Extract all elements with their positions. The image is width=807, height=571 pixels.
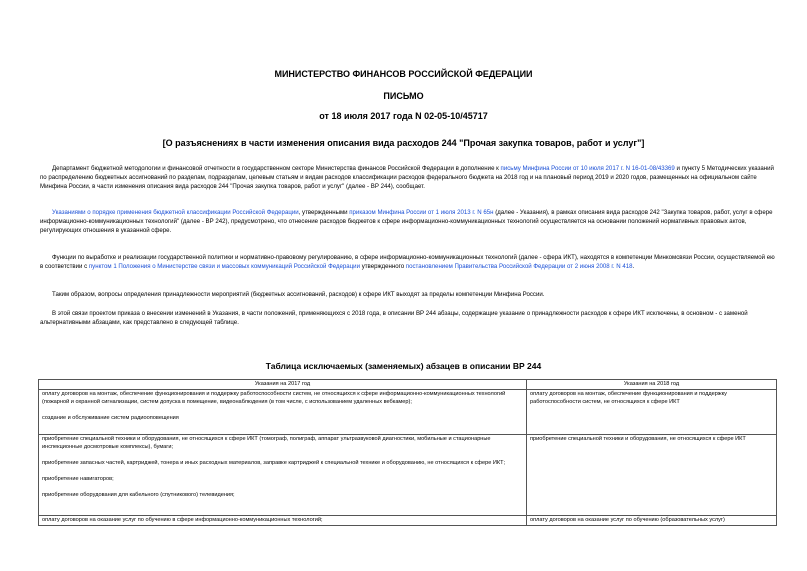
table-header-row	[39, 380, 777, 390]
document-type: ПИСЬМО	[383, 91, 424, 101]
column-header-2018: Указания на 2018 год	[527, 380, 777, 390]
cell-text: приобретение навигаторов;	[42, 476, 114, 482]
link-budget-classification-instructions[interactable]: Указаниями о порядке применения бюджетной классификации Российской Федерации	[52, 209, 299, 216]
cell-text: оплату договоров на монтаж, обеспечение функционирования и поддержку работоспособности систем, не относящихся к сфере информационно-коммуникационных технологий (пожарной и охранной сигнализации, систем допуска в помещение, видеонаблюдения (в том числе, с использованием удаленных вебкамер);	[42, 391, 506, 405]
cell-text: приобретение специальной техники и оборудования, не относящихся к сфере ИКТ	[530, 436, 746, 442]
paragraph-2	[40, 208, 775, 235]
paragraph-1	[40, 164, 775, 191]
paragraph-4-text: Таким образом, вопросы определения принадлежности мероприятий (бюджетных ассигнований, расходов) к сфере ИКТ выходят за пределы компетенции Минфина России.	[52, 291, 545, 298]
cell-text: приобретение специальной техники и оборудования, не относящихся к сфере ИКТ (томограф, полиграф, аппарат ультразвуковой диагностики, мобильные и стационарные инспекционные досмотровые комплексы), бумаги;	[42, 436, 491, 450]
link-ministry-regulation[interactable]: пунктом 1 Положения о Министерстве связи и массовых коммуникаций Российской Федерации	[88, 263, 360, 270]
document-subject: [О разъяснениях в части изменения описания вида расходов 244 "Прочая закупка товаров, работ и услуг"]	[162, 138, 645, 148]
cell-text: приобретение запасных частей, картриджей, тонера и иных расходных материалов, заправке картриджей к специальной технике и оборудованию, не относящихся к сфере ИКТ;	[42, 460, 506, 466]
column-header-2017: Указания на 2017 год	[39, 380, 527, 390]
document-date-number: от 18 июля 2017 года N 02-05-10/45717	[319, 111, 488, 121]
paragraph-1-text: Департамент бюджетной методологии и финансовой отчетности в государственном секторе Министерства финансов Российской Федерации в дополнение к	[52, 165, 501, 172]
link-minfin-letter[interactable]: письму Минфина России от 10 июля 2017 г. N 16-01-08/43369	[500, 165, 675, 172]
table-row	[39, 516, 777, 526]
cell-text: оплату договоров на оказание услуг по обучению в сфере информационно-коммуникационных технологий;	[42, 517, 323, 523]
table-row	[39, 390, 777, 435]
cell-text: создание и обслуживание систем радиооповещения	[42, 415, 179, 421]
exclusions-table	[38, 379, 777, 526]
cell-2017	[39, 435, 527, 516]
cell-text: оплату договоров на оказание услуг по обучению (образовательных услуг)	[530, 517, 725, 523]
paragraph-2-text: , утвержденными	[298, 209, 350, 216]
ministry-heading: МИНИСТЕРСТВО ФИНАНСОВ РОССИЙСКОЙ ФЕДЕРАЦИИ	[274, 69, 533, 79]
paragraph-5	[40, 309, 775, 327]
paragraph-5-text: В этой связи проектом приказа о внесении изменений в Указания, в части положений, применяющихся с 2018 года, в описании ВР 244 абзацы, содержащие указание о принадлежности расходов к сфере ИКТ исключены, в основном - с заменой альтернативными абзацами, как представлено в следующей таблице.	[40, 310, 748, 326]
cell-text: оплату договоров на монтаж, обеспечение функционирования и поддержку работоспособности систем, не относящихся к сфере ИКТ	[530, 391, 727, 405]
table-row	[39, 435, 777, 516]
cell-text: приобретение оборудования для кабельного (спутникового) телевидения;	[42, 492, 235, 498]
cell-2018	[527, 516, 777, 526]
link-order-65n[interactable]: приказом Минфина России от 1 июля 2013 г. N 65н	[349, 209, 494, 216]
paragraph-1-text-end: и пункту 5 Методических указаний по распределению бюджетных ассигнований по разделам, подразделам, целевым статьям и видам расходов классификации расходов федерального бюджета на 2018 год и на плановый период 2019 и 2020 годов, размещенных на официальном сайте Минфина России, в части изменения описания вида расходов 244 "Прочая закупка товаров, работ и услуг" (далее - ВР 244), сообщает.	[40, 165, 774, 190]
table-title: Таблица исключаемых (заменяемых) абзацев в описании ВР 244	[265, 361, 542, 371]
paragraph-3-text: Функции по выработке и реализации государственной политики и нормативно-правовому регулированию, в сфере информационно-коммуникационных технологий (далее - сфера ИКТ), находятся в компетенции Минкомсвязи России, осуществляемой ею в соответствии с	[40, 254, 775, 270]
cell-2017	[39, 516, 527, 526]
link-government-resolution-418[interactable]: постановлением Правительства Российской Федерации от 2 июня 2008 г. N 418	[405, 263, 633, 270]
cell-2018	[527, 435, 777, 516]
paragraph-2-text-end: (далее - Указания), в рамках описания вида расходов 242 "Закупка товаров, работ, услуг в сфере информационно-коммуникационных технологий" (далее - ВР 242), предусмотрено, что отнесение расходов бюджетов к сфере информационно-коммуникационных технологий осуществляется на основании положений нормативных правовых актов, регулирующих отношения в указанной сфере.	[40, 209, 773, 234]
cell-2017	[39, 390, 527, 435]
paragraph-3-text-end: .	[632, 263, 635, 270]
paragraph-3-text-mid: утвержденного	[360, 263, 406, 270]
cell-2018	[527, 390, 777, 435]
paragraph-3	[40, 253, 775, 271]
paragraph-4	[40, 290, 775, 299]
